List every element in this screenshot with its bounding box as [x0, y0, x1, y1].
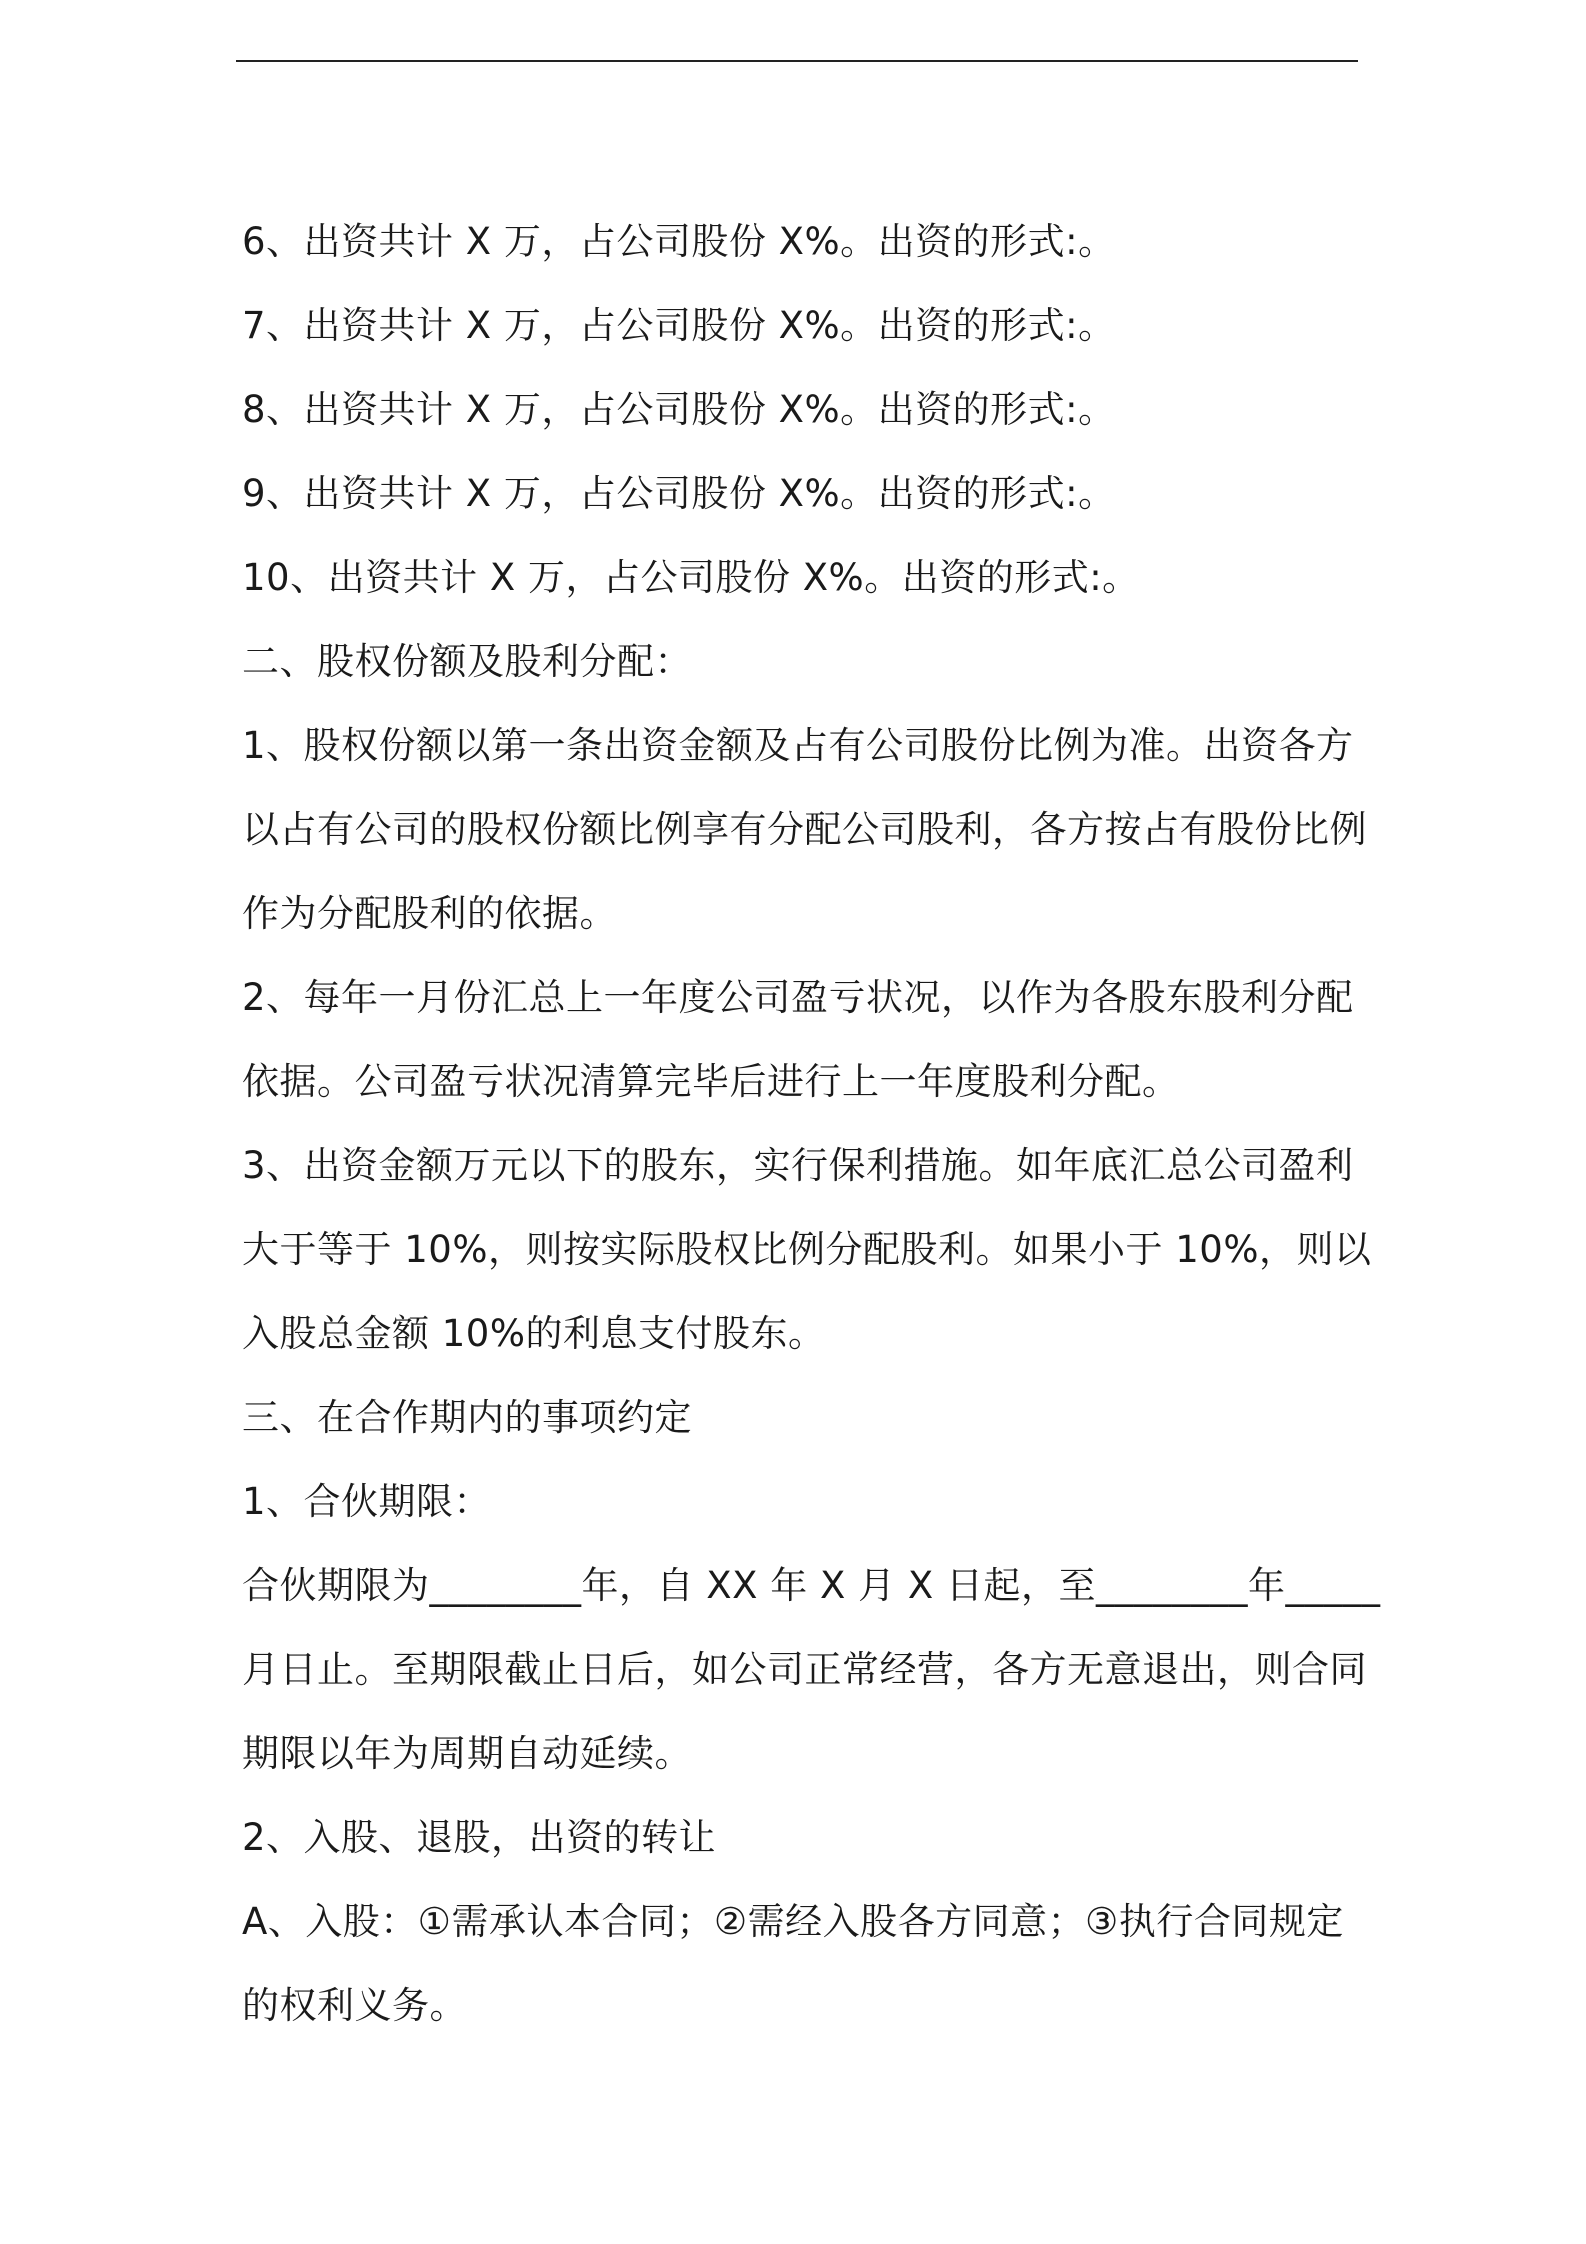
paragraph-line: 3、出资金额万元以下的股东，实行保利措施。如年底汇总公司盈利	[242, 1144, 1354, 1187]
contribution-item-6: 6、出资共计 X 万，占公司股份 X%。出资的形式:。	[242, 220, 1116, 263]
subsection-heading: 2、入股、退股，出资的转让	[242, 1816, 717, 1859]
section-heading-3: 三、在合作期内的事项约定	[242, 1396, 692, 1439]
contribution-item-9: 9、出资共计 X 万，占公司股份 X%。出资的形式:。	[242, 472, 1116, 515]
paragraph-line: 合伙期限为________年，自 XX 年 X 月 X 日起，至________年_____	[242, 1564, 1381, 1607]
contribution-item-10: 10、出资共计 X 万，占公司股份 X%。出资的形式:。	[242, 556, 1140, 599]
section-heading-2: 二、股权份额及股利分配：	[242, 640, 692, 683]
paragraph-line: 月日止。至期限截止日后，如公司正常经营，各方无意退出，则合同	[242, 1648, 1367, 1691]
paragraph-line: 入股总金额 10%的利息支付股东。	[242, 1312, 826, 1355]
paragraph-line: A、入股：①需承认本合同；②需经入股各方同意；③执行合同规定	[242, 1900, 1344, 1943]
paragraph-line: 期限以年为周期自动延续。	[242, 1732, 692, 1775]
document-body	[242, 200, 1381, 2048]
contribution-item-7: 7、出资共计 X 万，占公司股份 X%。出资的形式:。	[242, 304, 1116, 347]
paragraph-line: 2、每年一月份汇总上一年度公司盈亏状况，以作为各股东股利分配	[242, 976, 1354, 1019]
paragraph-line: 依据。公司盈亏状况清算完毕后进行上一年度股利分配。	[242, 1060, 1180, 1103]
paragraph-line: 以占有公司的股权份额比例享有分配公司股利，各方按占有股份比例	[242, 808, 1367, 851]
paragraph-line: 的权利义务。	[242, 1984, 467, 2027]
paragraph-line: 作为分配股利的依据。	[242, 892, 617, 935]
contribution-item-8: 8、出资共计 X 万，占公司股份 X%。出资的形式:。	[242, 388, 1116, 431]
paragraph-line: 1、股权份额以第一条出资金额及占有公司股份比例为准。出资各方	[242, 724, 1354, 767]
paragraph-line: 大于等于 10%，则按实际股权比例分配股利。如果小于 10%，则以	[242, 1228, 1372, 1271]
header-rule	[236, 60, 1358, 62]
subsection-heading: 1、合伙期限：	[242, 1480, 492, 1523]
